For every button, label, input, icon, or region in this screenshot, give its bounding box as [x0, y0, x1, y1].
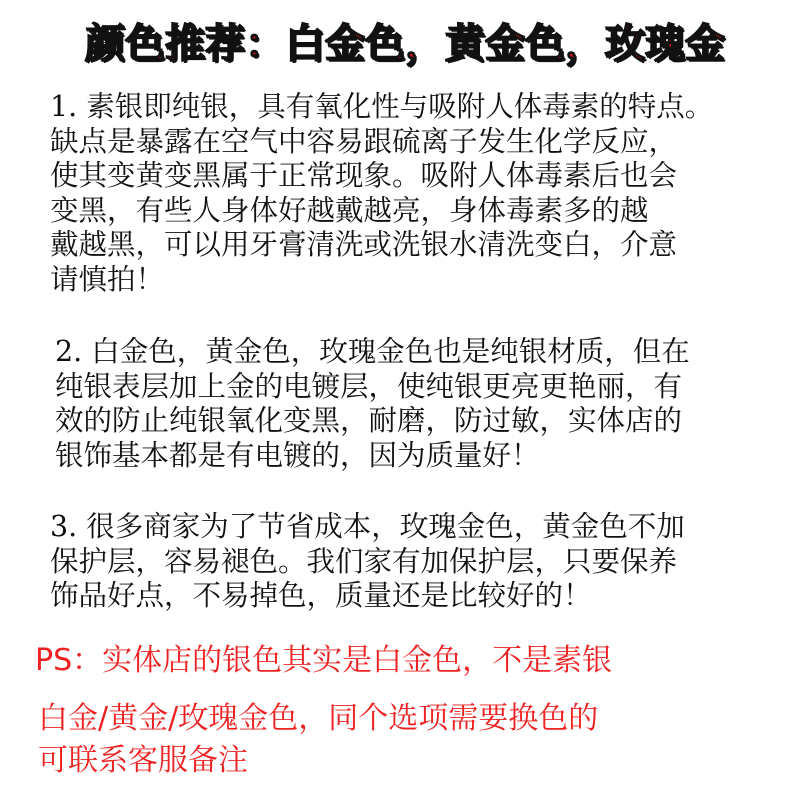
option-color-note — [38, 698, 598, 782]
paragraph-line: 1. 素银即纯银，具有氧化性与吸附人体毒素的特点。 — [50, 90, 714, 123]
paragraph-protective-layer — [50, 510, 685, 614]
paragraph-line: 缺点是暴露在空气中容易跟硫离子发生化学反应， — [50, 124, 678, 158]
page-title: 颜色推荐：白金色，黄金色，玫瑰金 — [85, 21, 725, 67]
ps-note: PS：实体店的银色其实是白金色，不是素银 — [35, 643, 613, 678]
paragraph-line: 效的防止纯银氧化变黑，耐磨，防过敏，实体店的 — [55, 404, 683, 437]
paragraph-line: 戴越黑，可以用牙膏清洗或洗银水清洗变白，介意 — [50, 228, 678, 261]
paragraph-line: 使其变黄变黑属于正常现象。吸附人体毒素后也会 — [50, 159, 678, 192]
paragraph-silver-properties — [50, 90, 713, 297]
paragraph-line: 保护层，容易褪色。我们家有加保护层，只要保养 — [50, 544, 678, 578]
paragraph-plated-colors — [55, 335, 690, 473]
paragraph-line: 请慎拍！ — [50, 262, 165, 296]
paragraph-line: 3. 很多商家为了节省成本，玫瑰金色，黄金色不加 — [50, 510, 685, 543]
note-line: 白金/黄金/玫瑰金色，同个选项需要换色的 — [38, 701, 599, 736]
paragraph-line: 2. 白金色，黄金色，玫瑰金色也是纯银材质，但在 — [55, 335, 690, 368]
paragraph-line: 饰品好点，不易掉色，质量还是比较好的！ — [50, 579, 592, 612]
paragraph-line: 纯银表层加上金的电镀层，使纯银更亮更艳丽，有 — [55, 369, 683, 403]
paragraph-line: 银饰基本都是有电镀的，因为质量好！ — [55, 438, 540, 472]
paragraph-line: 变黑，有些人身体好越戴越亮，身体毒素多的越 — [50, 193, 649, 227]
note-line: 可联系客服备注 — [38, 743, 248, 778]
